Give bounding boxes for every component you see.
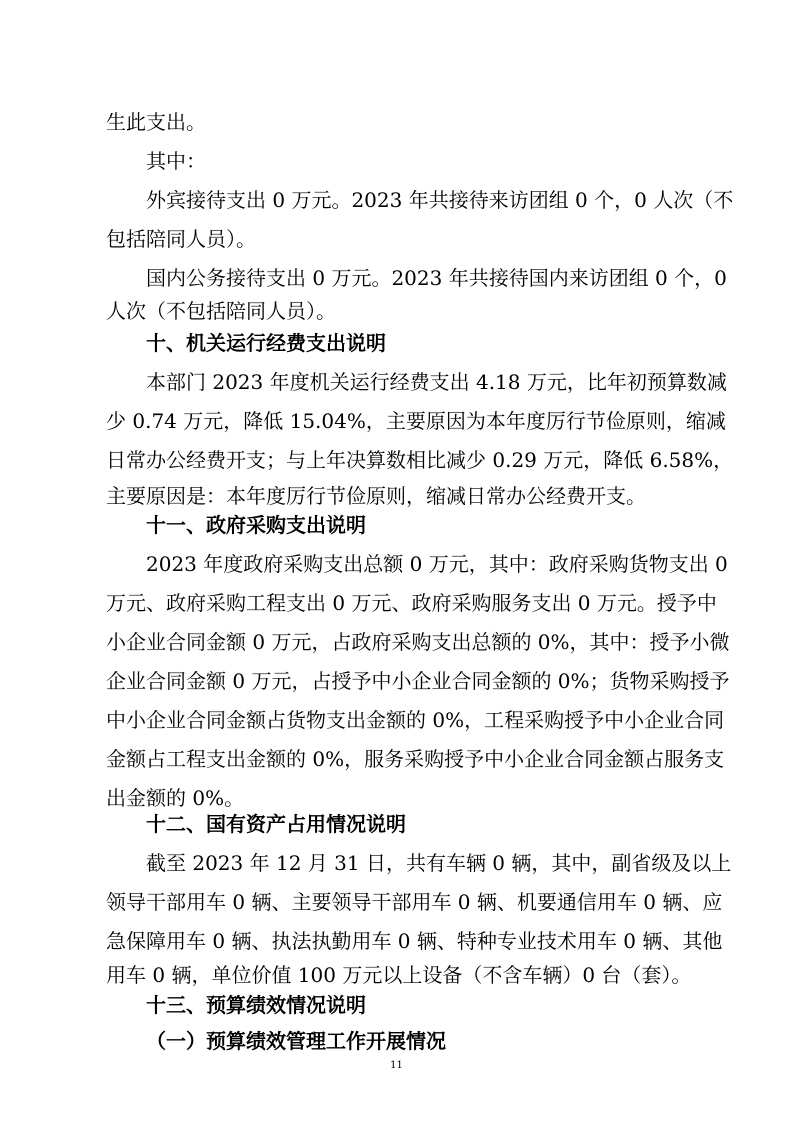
- paragraph-line: 主要原因是：本年度厉行节俭原则，缩减日常办公经费开支。: [106, 484, 646, 508]
- paragraph-line: 中小企业合同金额占货物支出金额的 0%，工程采购授予中小企业合同: [106, 708, 725, 732]
- paragraph-line: 本部门 2023 年度机关运行经费支出 4.18 万元，比年初预算数减: [146, 370, 727, 394]
- paragraph-line: 人次（不包括陪同人员）。: [106, 299, 336, 323]
- paragraph-line: 其中：: [146, 149, 206, 173]
- paragraph-line: 用车 0 辆，单位价值 100 万元以上设备（不含车辆）0 台（套）。: [106, 963, 692, 987]
- page-number: 11: [390, 1060, 403, 1071]
- paragraph-line: 少 0.74 万元，降低 15.04%，主要原因为本年度厉行节俭原则，缩减: [106, 409, 726, 433]
- paragraph-line: 急保障用车 0 辆、执法执勤用车 0 辆、特种专业技术用车 0 辆、其他: [106, 929, 723, 953]
- paragraph-line: 截至 2023 年 12 月 31 日，共有车辆 0 辆，其中，副省级及以上: [146, 851, 732, 875]
- paragraph-line: 生此支出。: [106, 110, 206, 134]
- paragraph-line: 小企业合同金额 0 万元，占政府采购支出总额的 0%，其中：授予小微: [106, 630, 730, 654]
- paragraph-line: 领导干部用车 0 辆、主要领导干部用车 0 辆、机要通信用车 0 辆、应: [106, 890, 723, 914]
- section-heading: 十一、政府采购支出说明: [146, 513, 366, 537]
- paragraph-line: 国内公务接待支出 0 万元。2023 年共接待国内来访团组 0 个，0: [146, 266, 727, 290]
- section-heading: 十、机关运行经费支出说明: [146, 331, 386, 355]
- paragraph-line: 出金额的 0%。: [106, 786, 245, 810]
- paragraph-line: 金额占工程支出金额的 0%，服务采购授予中小企业合同金额占服务支: [106, 747, 725, 771]
- sub-section-heading: （一）预算绩效管理工作开展情况: [146, 1029, 446, 1053]
- paragraph-line: 外宾接待支出 0 万元。2023 年共接待来访团组 0 个，0 人次（不: [146, 188, 734, 212]
- paragraph-line: 日常办公经费开支；与上年决算数相比减少 0.29 万元，降低 6.58%，: [106, 448, 734, 472]
- section-heading: 十二、国有资产占用情况说明: [146, 812, 406, 836]
- paragraph-line: 万元、政府采购工程支出 0 万元、政府采购服务支出 0 万元。授予中: [106, 591, 717, 615]
- section-heading: 十三、预算绩效情况说明: [146, 993, 366, 1017]
- paragraph-line: 2023 年度政府采购支出总额 0 万元，其中：政府采购货物支出 0: [146, 552, 728, 576]
- paragraph-line: 包括陪同人员）。: [106, 227, 256, 251]
- paragraph-line: 企业合同金额 0 万元，占授予中小企业合同金额的 0%；货物采购授予: [106, 669, 730, 693]
